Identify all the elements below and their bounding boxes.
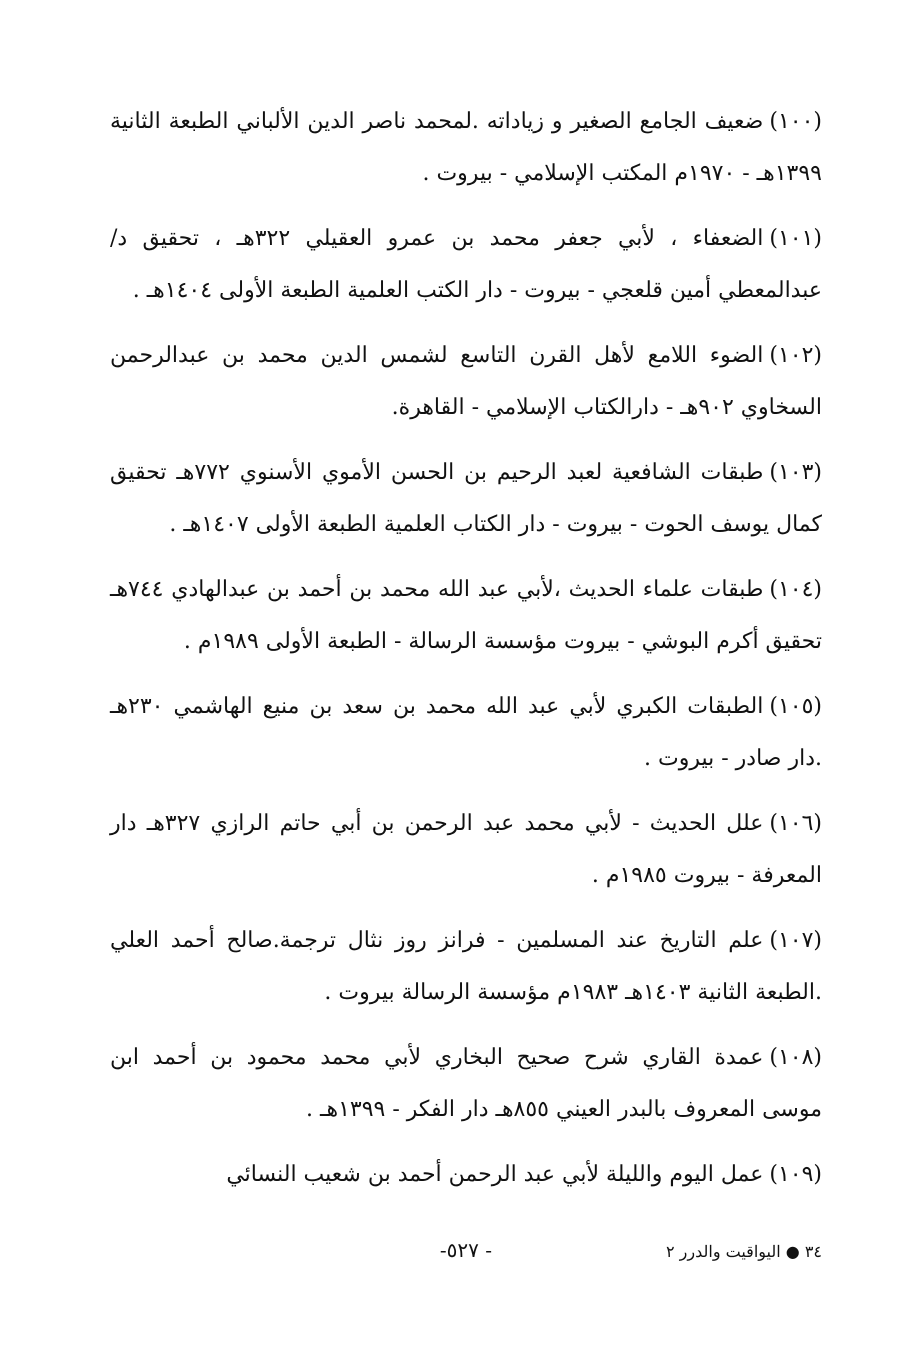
- entry-number: (١٠٥): [769, 694, 822, 719]
- bibliography-entry-108: [110, 1032, 822, 1136]
- bibliography-entry-103: [110, 447, 822, 551]
- entry-number: (١٠٩): [769, 1162, 822, 1187]
- entry-text: علل الحديث - لأبي محمد عبد الرحمن بن أبي حاتم الرازي ٣٢٧هـ دار المعرفة - بيروت ١٩٨٥م .: [110, 811, 822, 888]
- entry-text: الطبقات الكبري لأبي عبد الله محمد بن سعد بن منيع الهاشمي ٢٣٠هـ .دار صادر - بيروت .: [110, 694, 822, 771]
- entry-number: (١٠٦): [769, 811, 822, 836]
- entry-text: ضعيف الجامع الصغير و زياداته .لمحمد ناصر الدين الألباني الطبعة الثانية ١٣٩٩هـ - ١٩٧٠م المكتب الإسلامي - بيروت .: [110, 109, 822, 186]
- page-footer: [110, 1238, 822, 1274]
- entry-text: عمل اليوم والليلة لأبي عبد الرحمن أحمد بن شعيب النسائي: [226, 1162, 764, 1187]
- entry-number: (١٠٨): [769, 1045, 822, 1070]
- entry-number: (١٠٣): [769, 460, 822, 485]
- printer-signature: ٣٤ ● اليواقيت والدرر ٢: [665, 1242, 822, 1261]
- bibliography-entry-106: [110, 798, 822, 902]
- bibliography-page: [110, 96, 822, 1306]
- entry-number: (١٠٧): [769, 928, 822, 953]
- bibliography-entry-104: [110, 564, 822, 668]
- bibliography-entry-102: [110, 330, 822, 434]
- page-number: - ٥٢٧-: [439, 1238, 492, 1262]
- bibliography-entry-105: [110, 681, 822, 785]
- bibliography-entry-100: [110, 96, 822, 200]
- entry-text: طبقات الشافعية لعبد الرحيم بن الحسن الأموي الأسنوي ٧٧٢هـ تحقيق كمال يوسف الحوت - بيروت - دار الكتاب العلمية الطبعة الأولى ١٤٠٧هـ .: [110, 460, 822, 537]
- entry-number: (١٠٠): [769, 109, 822, 134]
- entry-number: (١٠١): [769, 226, 823, 251]
- bibliography-entry-107: [110, 915, 822, 1019]
- entry-text: عمدة القاري شرح صحيح البخاري لأبي محمد محمود بن أحمد ابن موسى المعروف بالبدر العيني ٨٥٥هـ دار الفكر - ١٣٩٩هـ .: [110, 1045, 822, 1122]
- entry-text: الضوء اللامع لأهل القرن التاسع لشمس الدين محمد بن عبدالرحمن السخاوي ٩٠٢هـ - دارالكتاب الإسلامي - القاهرة.: [110, 343, 822, 420]
- bibliography-entry-109: [110, 1149, 822, 1201]
- entry-text: الضعفاء ، لأبي جعفر محمد بن عمرو العقيلي ٣٢٢هـ ، تحقيق د/ عبدالمعطي أمين قلعجي - بيروت - دار الكتب العلمية الطبعة الأولى ١٤٠٤هـ .: [110, 226, 822, 303]
- entry-text: علم التاريخ عند المسلمين - فرانز روز نثال ترجمة.صالح أحمد العلي .الطبعة الثانية ١٤٠٣هـ ١٩٨٣م مؤسسة الرسالة بيروت .: [110, 928, 822, 1005]
- bibliography-entry-101: [110, 213, 822, 317]
- entry-number: (١٠٢): [769, 343, 822, 368]
- entry-text: طبقات علماء الحديث ،لأبي عبد الله محمد بن أحمد بن عبدالهادي ٧٤٤هـ تحقيق أكرم البوشي - بيروت مؤسسة الرسالة - الطبعة الأولى ١٩٨٩م .: [110, 577, 822, 654]
- entry-number: (١٠٤): [769, 577, 822, 602]
